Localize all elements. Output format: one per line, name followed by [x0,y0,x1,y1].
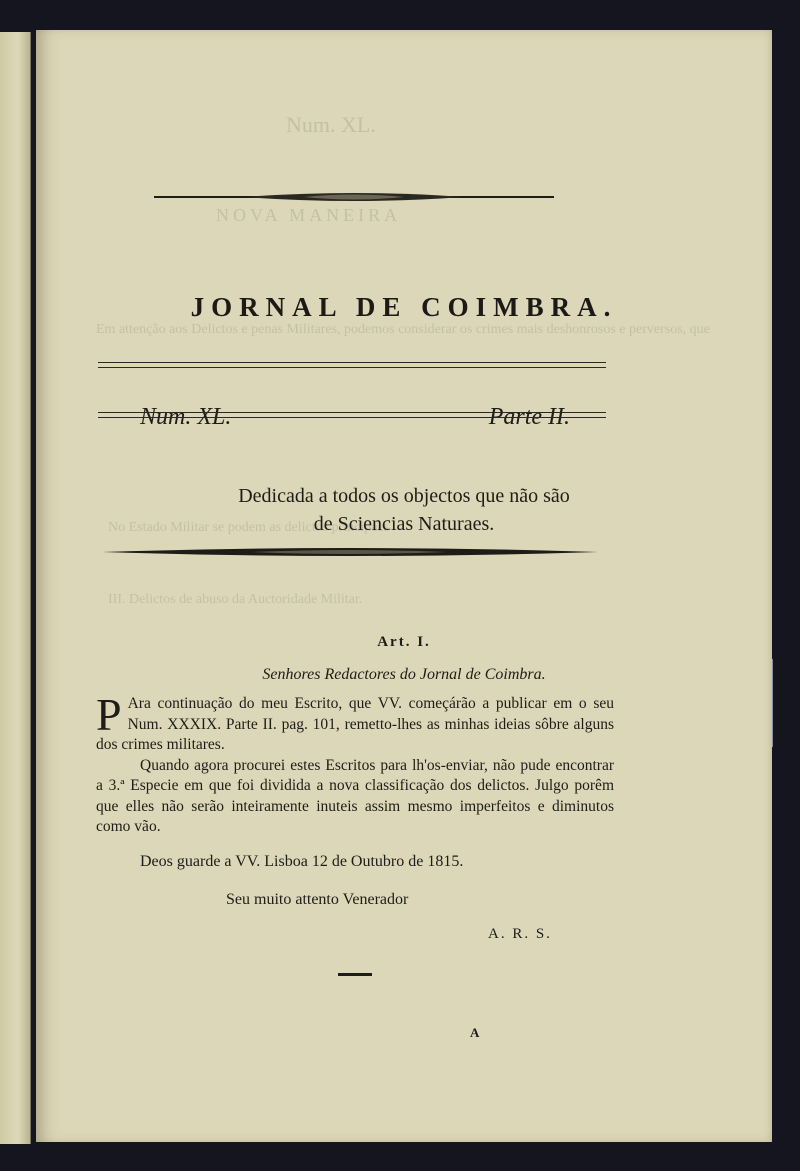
author-initials: A. R. S. [488,926,552,942]
double-rule-bottom-inner [98,417,606,418]
dedication [36,482,772,538]
article-heading: Art. I. [377,634,431,650]
dedication-line: Dedicada a todos os objectos que não são [238,485,570,507]
double-rule-top-inner [98,367,606,368]
document-page [36,30,772,1142]
journal-title: JORNAL DE COIMBRA. [190,292,618,322]
signature-mark: A [470,1025,480,1040]
bleed-through-text: Em attenção aos Delictos e penas Militares, podemos considerar os crimes mais deshonrosos e perversos, que [96,322,710,337]
salutation: Senhores Redactores do Jornal de Coimbra. [262,666,546,683]
bleed-through-text: Num. XL. [286,112,376,137]
double-rule-top [98,362,606,363]
signoff: Seu muito attento Venerador [226,891,409,908]
issue-part: Parte II. [488,404,570,430]
paragraph: Ara continuação do meu Escrito, que VV. começárão a publicar em o seu Num. XXXIX. Parte II. pag. 101, remetto-lhes as minhas ideias sôbre alguns dos crimes militares. [96,695,614,753]
left-page-edge [0,32,31,1144]
ornament-divider-middle [102,546,598,558]
bleed-through-text: III. Delictos de abuso da Auctoridade Militar. [108,592,363,607]
issue-number: Num. XL. [140,404,232,430]
double-rule-bottom [98,412,606,413]
paragraph: Quando agora procurei estes Escritos para lh'os-enviar, não pude encontrar a 3.ª Especie em que foi dividida a nova classificação dos delictos. Julgo porêm que elles não serão inteiramente inuteis assim mesmo imperfeitos e diminutos como vão. [96,756,614,835]
letter-body [96,689,614,838]
ornament-divider-top [154,190,554,204]
dedication-line: de Sciencias Naturaes. [313,513,495,535]
short-divider [338,973,372,976]
bleed-through-text: No Estado Militar se podem as delictos principaes [108,520,390,535]
drop-cap: P [96,689,122,740]
bleed-through-text: NOVA MANEIRA [216,205,402,225]
closing-line: Deos guarde a VV. Lisboa 12 de Outubro de 1815. [140,853,464,870]
